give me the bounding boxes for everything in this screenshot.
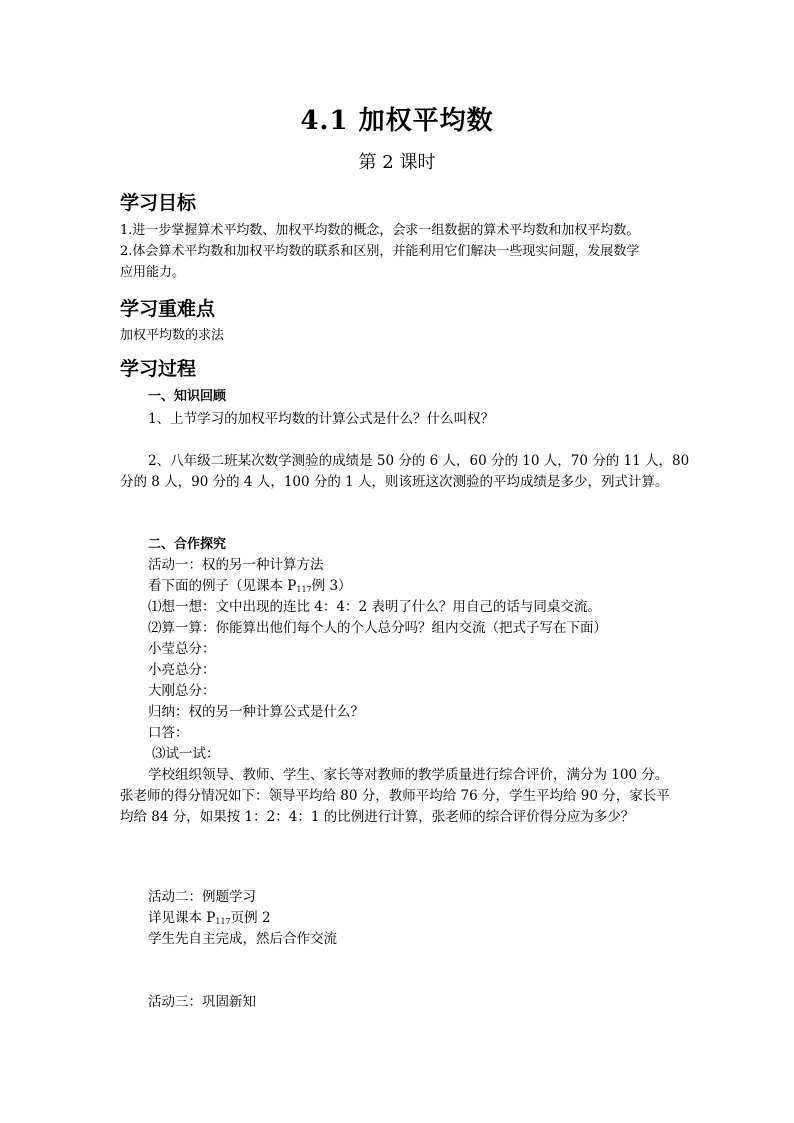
self-study-instruction: 学生先自主完成，然后合作交流 — [148, 931, 337, 947]
example-reference — [148, 577, 352, 599]
objective-line-1: 1.进一步掌握算术平均数、加权平均数的概念，会求一组数据的算术平均数和加权平均数。 — [120, 223, 640, 238]
textbook-reference — [148, 909, 271, 931]
explore-heading: 二、合作探究 — [148, 537, 227, 552]
try-problem-line-1: 学校组织领导、教师、学生、家长等对教师的教学质量进行综合评价，满分为 100 分。 — [148, 767, 669, 783]
try-label: ⑶试一试： — [152, 746, 220, 762]
page-title: 4.1 加权平均数 — [300, 106, 494, 136]
activity-2-title: 活动二：例题学习 — [148, 889, 256, 905]
try-problem-line-2: 张老师的得分情况如下：领导平均给 80 分，教师平均给 76 分，学生平均给 90 分，家长平 — [120, 788, 670, 804]
section-heading-key-points: 学习重难点 — [120, 298, 216, 320]
key-points-text: 加权平均数的求法 — [120, 328, 225, 343]
review-question-1: 1、上节学习的加权平均数的计算公式是什么？什么叫权？ — [148, 411, 495, 427]
objective-line-2: 2.体会算术平均数和加权平均数的联系和区别，并能利用它们解决一些现实问题，发展数学 — [120, 244, 640, 259]
example-reference-prefix: 看下面的例子（见课本 P — [148, 578, 297, 594]
calculate-prompt: ⑵算一算：你能算出他们每个人的个人总分吗？组内交流（把式子写在下面） — [148, 620, 607, 636]
section-heading-objectives: 学习目标 — [120, 192, 197, 214]
review-question-2-line-1: 2、八年级二班某次数学测验的成绩是 50 分的 6 人，60 分的 10 人，70 分的 11 人，80 — [148, 453, 690, 469]
activity-1-title: 活动一：权的另一种计算方法 — [148, 557, 324, 573]
textbook-reference-prefix: 详见课本 P — [148, 910, 216, 926]
example-reference-suffix: 例 3） — [311, 578, 352, 594]
page-subtitle: 第 2 课时 — [358, 152, 436, 173]
review-heading: 一、知识回顾 — [148, 389, 227, 404]
objective-line-3: 应用能力。 — [120, 265, 186, 280]
summary-prompt: 归纳：权的另一种计算公式是什么？ — [148, 704, 364, 720]
try-problem-line-3: 均给 84 分，如果按 1：2：4：1 的比例进行计算，张老师的综合评价得分应为多少？ — [120, 809, 635, 825]
review-question-2-line-2: 分的 8 人，90 分的 4 人，100 分的 1 人，则该班这次测验的平均成绩是多少，列式计算。 — [120, 474, 669, 490]
xiaoying-total-label: 小莹总分： — [148, 641, 216, 657]
think-prompt: ⑴想一想：文中出现的连比 4：4：2 表明了什么？用自己的话与同桌交流。 — [148, 599, 601, 615]
example-reference-page: 117 — [296, 585, 312, 594]
section-heading-process: 学习过程 — [120, 358, 197, 380]
dagang-total-label: 大刚总分： — [148, 683, 216, 699]
oral-answer-label: 口答： — [148, 725, 189, 741]
activity-3-title: 活动三：巩固新知 — [148, 994, 256, 1010]
textbook-reference-suffix: 页例 2 — [230, 910, 271, 926]
textbook-reference-page: 117 — [215, 917, 231, 926]
xiaoliang-total-label: 小亮总分： — [148, 662, 216, 678]
